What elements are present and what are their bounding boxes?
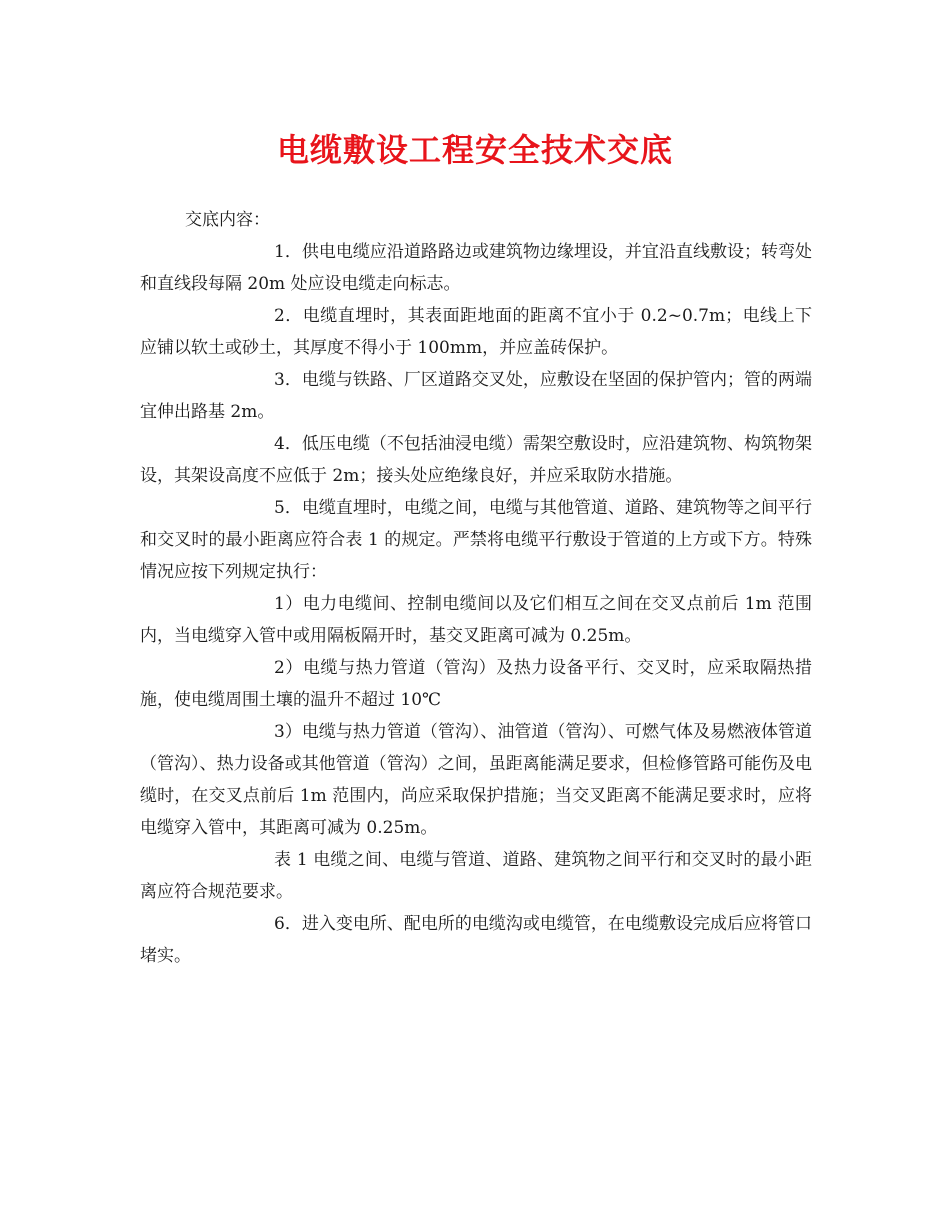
intro-label: 交底内容： xyxy=(185,210,270,230)
paragraph-1: 1．供电电缆应沿道路路边或建筑物边缘埋设，并宜沿直线敷设；转弯处和直线段每隔 20m 处应设电缆走向标志。 xyxy=(140,242,812,294)
paragraph-2: 2．电缆直埋时，其表面距地面的距离不宜小于 0.2~0.7m；电线上下应铺以软土或砂土，其厚度不得小于 100mm，并应盖砖保护。 xyxy=(140,306,812,358)
document-body xyxy=(140,204,812,972)
paragraph-3: 3．电缆与铁路、厂区道路交叉处，应敷设在坚固的保护管内；管的两端宜伸出路基 2m。 xyxy=(140,370,812,422)
table-note: 表 1 电缆之间、电缆与管道、道路、建筑物之间平行和交叉时的最小距离应符合规范要求。 xyxy=(140,850,812,902)
paragraph-4: 4．低压电缆（不包括油浸电缆）需架空敷设时，应沿建筑物、构筑物架设，其架设高度不应低于 2m；接头处应绝缘良好，并应采取防水措施。 xyxy=(140,434,812,486)
paragraph-6: 6．进入变电所、配电所的电缆沟或电缆管，在电缆敷设完成后应将管口堵实。 xyxy=(140,914,812,966)
paragraph-5-3: 3）电缆与热力管道（管沟）、油管道（管沟）、可燃气体及易燃液体管道（管沟）、热力设备或其他管道（管沟）之间，虽距离能满足要求，但检修管路可能伤及电缆时，在交叉点前后 1m 范围内，尚应采取保护措施；当交叉距离不能满足要求时，应将电缆穿入管中，其距离可减为 0.25m。 xyxy=(140,722,812,838)
document-title: 电缆敷设工程安全技术交底 xyxy=(276,131,673,169)
paragraph-5-1: 1）电力电缆间、控制电缆间以及它们相互之间在交叉点前后 1m 范围内，当电缆穿入管中或用隔板隔开时，基交叉距离可减为 0.25m。 xyxy=(140,594,812,646)
paragraph-5: 5．电缆直埋时，电缆之间，电缆与其他管道、道路、建筑物等之间平行和交叉时的最小距离应符合表 1 的规定。严禁将电缆平行敷设于管道的上方或下方。特殊情况应按下列规定执行： xyxy=(140,498,812,582)
paragraph-5-2: 2）电缆与热力管道（管沟）及热力设备平行、交叉时，应采取隔热措施，使电缆周围土壤的温升不超过 10℃ xyxy=(140,658,812,710)
